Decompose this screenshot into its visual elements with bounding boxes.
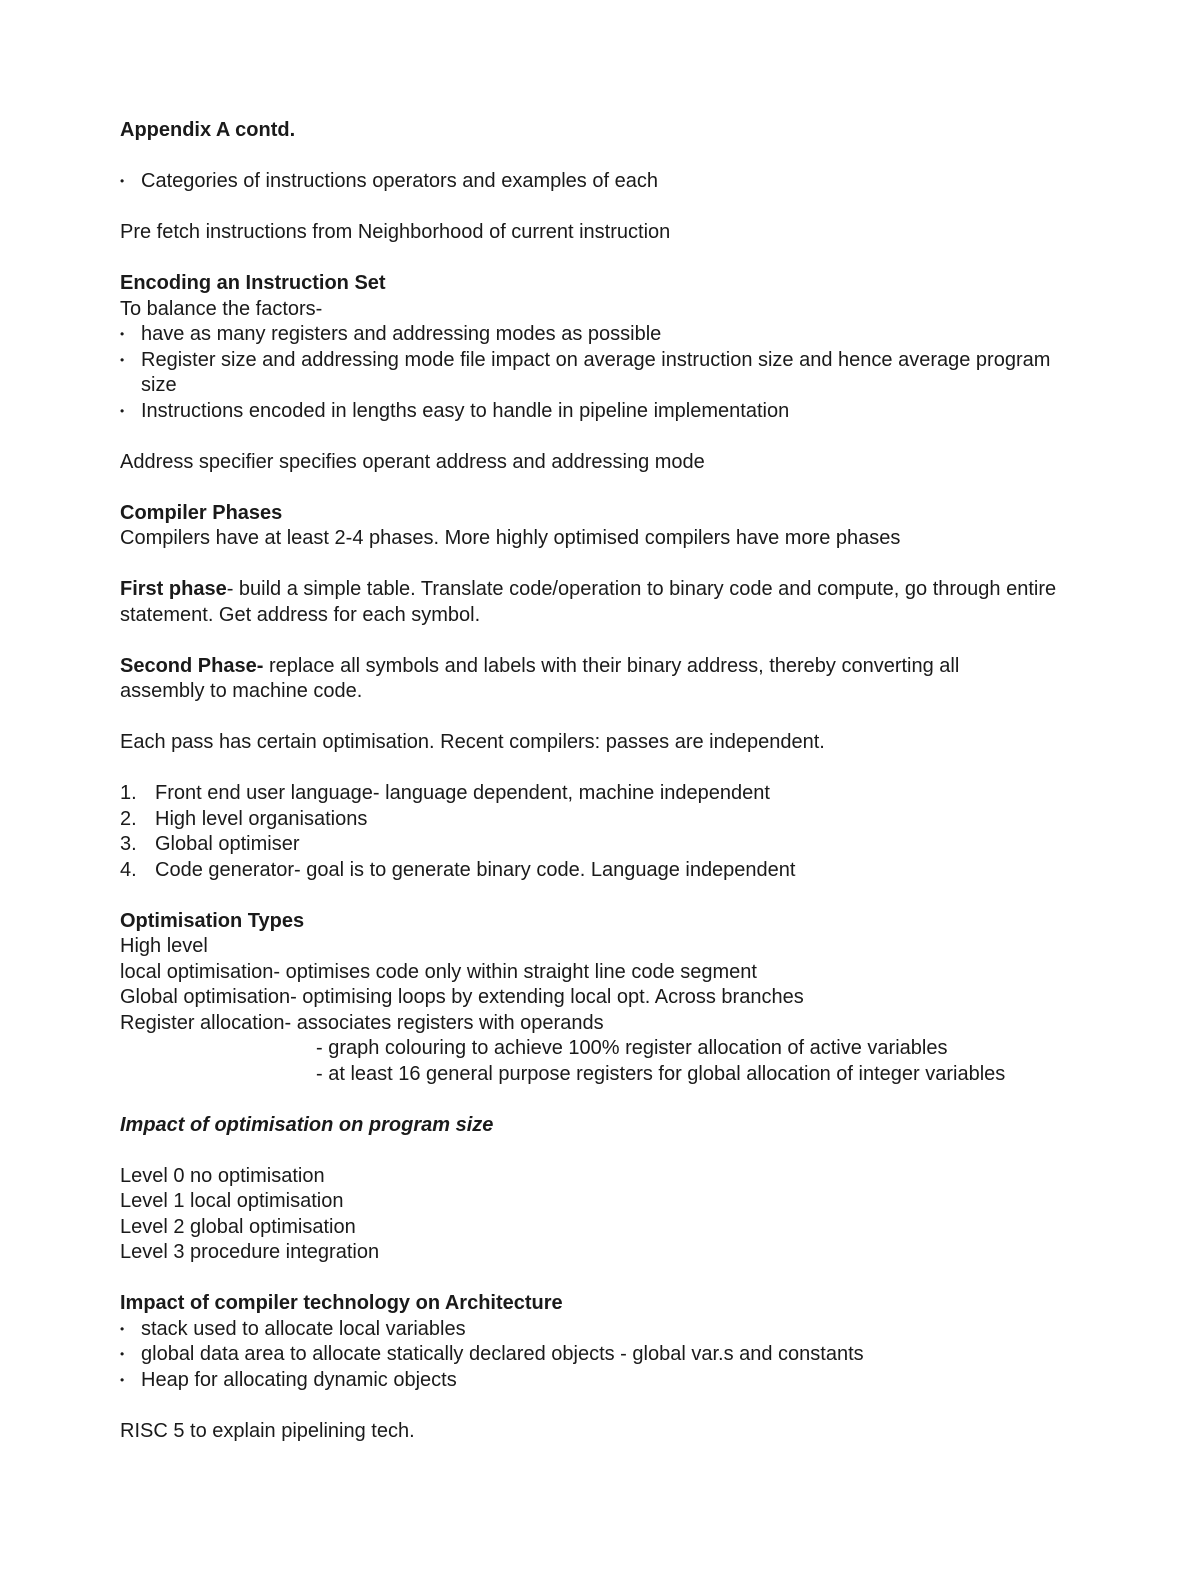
optimisation-line: High level — [120, 935, 208, 957]
level-line: Level 1 local optimisation — [120, 1190, 344, 1212]
list-item — [120, 348, 1061, 399]
list-item — [120, 1317, 1100, 1343]
spacer — [120, 1087, 1100, 1113]
spacer — [120, 246, 1100, 272]
list-item — [120, 169, 1100, 195]
section-heading-compiler: Compiler Phases — [120, 501, 283, 524]
document-page — [120, 118, 1100, 1444]
spacer — [120, 475, 1100, 501]
optimisation-subline: - at least 16 general purpose registers for global allocation of integer variables — [316, 1062, 1006, 1085]
spacer — [120, 195, 1100, 221]
bullet-text: Categories of instructions operators and examples of each — [141, 170, 658, 192]
bullet-text: global data area to allocate statically declared objects - global var.s and constants — [141, 1343, 864, 1365]
list-item — [120, 399, 1100, 425]
bullet-text: Instructions encoded in lengths easy to handle in pipeline implementation — [141, 399, 790, 422]
bullet-icon: • — [120, 174, 125, 188]
list-item — [120, 807, 1100, 833]
page-title: Appendix A contd. — [120, 119, 296, 141]
bullet-icon: • — [120, 327, 125, 341]
closing-text: RISC 5 to explain pipelining tech. — [120, 1419, 415, 1442]
bullet-text: have as many registers and addressing modes as possible — [141, 323, 662, 345]
list-item — [120, 858, 1100, 884]
spacer — [120, 424, 1100, 450]
spacer — [120, 1138, 1100, 1164]
list-number: 2. — [120, 807, 137, 830]
bullet-text: Heap for allocating dynamic objects — [141, 1368, 457, 1391]
optimisation-subline: - graph colouring to achieve 100% register allocation of active variables — [316, 1037, 948, 1059]
address-specifier-text: Address specifier specifies operant address and addressing mode — [120, 450, 705, 473]
optimisation-line: Register allocation- associates registers with operands — [120, 1011, 604, 1034]
bullet-icon: • — [120, 1347, 125, 1361]
each-pass-text: Each pass has certain optimisation. Recent compilers: passes are independent. — [120, 731, 825, 753]
first-phase-label: First phase — [120, 578, 227, 600]
bullet-icon: • — [120, 352, 125, 367]
list-item — [120, 781, 1100, 807]
spacer — [120, 883, 1100, 909]
second-phase-label: Second Phase- — [120, 654, 264, 677]
spacer — [120, 756, 1100, 782]
list-number: 4. — [120, 858, 137, 881]
list-number: 1. — [120, 782, 137, 804]
spacer — [120, 705, 1100, 731]
bullet-icon: • — [120, 1372, 125, 1387]
first-phase-text: - build a simple table. Translate code/operation to binary code and compute, go through entire statement. Get address for each symbol. — [120, 578, 1057, 626]
optimisation-line: local optimisation- optimises code only within straight line code segment — [120, 960, 757, 983]
bullet-icon: • — [120, 1321, 125, 1336]
spacer — [120, 1393, 1100, 1419]
spacer — [120, 552, 1100, 578]
list-text: Code generator- goal is to generate binary code. Language independent — [155, 858, 796, 881]
level-line: Level 0 no optimisation — [120, 1164, 325, 1187]
list-text: Global optimiser — [155, 833, 300, 855]
second-phase-text: replace all symbols and labels with their binary address, thereby converting all assembly to machine code. — [120, 654, 960, 702]
list-number: 3. — [120, 833, 137, 855]
level-line: Level 2 global optimisation — [120, 1215, 356, 1238]
list-item — [120, 322, 1100, 348]
spacer — [120, 1266, 1100, 1292]
prefetch-text: Pre fetch instructions from Neighborhood of current instruction — [120, 221, 671, 243]
list-text: Front end user language- language dependent, machine independent — [155, 782, 770, 804]
list-item — [120, 832, 1100, 858]
spacer — [120, 144, 1100, 170]
bullet-icon: • — [120, 403, 125, 418]
section-heading-impact-size: Impact of optimisation on program size — [120, 1113, 494, 1136]
compiler-lead: Compilers have at least 2-4 phases. More highly optimised compilers have more phases — [120, 527, 901, 549]
encoding-lead: To balance the factors- — [120, 297, 323, 320]
section-heading-optimisation: Optimisation Types — [120, 909, 305, 932]
level-line: Level 3 procedure integration — [120, 1241, 380, 1263]
section-heading-encoding: Encoding an Instruction Set — [120, 272, 386, 294]
optimisation-line: Global optimisation- optimising loops by extending local opt. Across branches — [120, 986, 804, 1008]
second-phase-paragraph — [120, 654, 1040, 705]
list-item — [120, 1368, 1100, 1394]
section-heading-impact-arch: Impact of compiler technology on Architecture — [120, 1292, 563, 1314]
list-text: High level organisations — [155, 807, 368, 830]
bullet-text: stack used to allocate local variables — [141, 1317, 466, 1340]
list-item — [120, 1342, 1100, 1368]
first-phase-paragraph — [120, 577, 1080, 628]
spacer — [120, 628, 1100, 654]
bullet-text: Register size and addressing mode file impact on average instruction size and hence average program size — [141, 348, 1051, 396]
